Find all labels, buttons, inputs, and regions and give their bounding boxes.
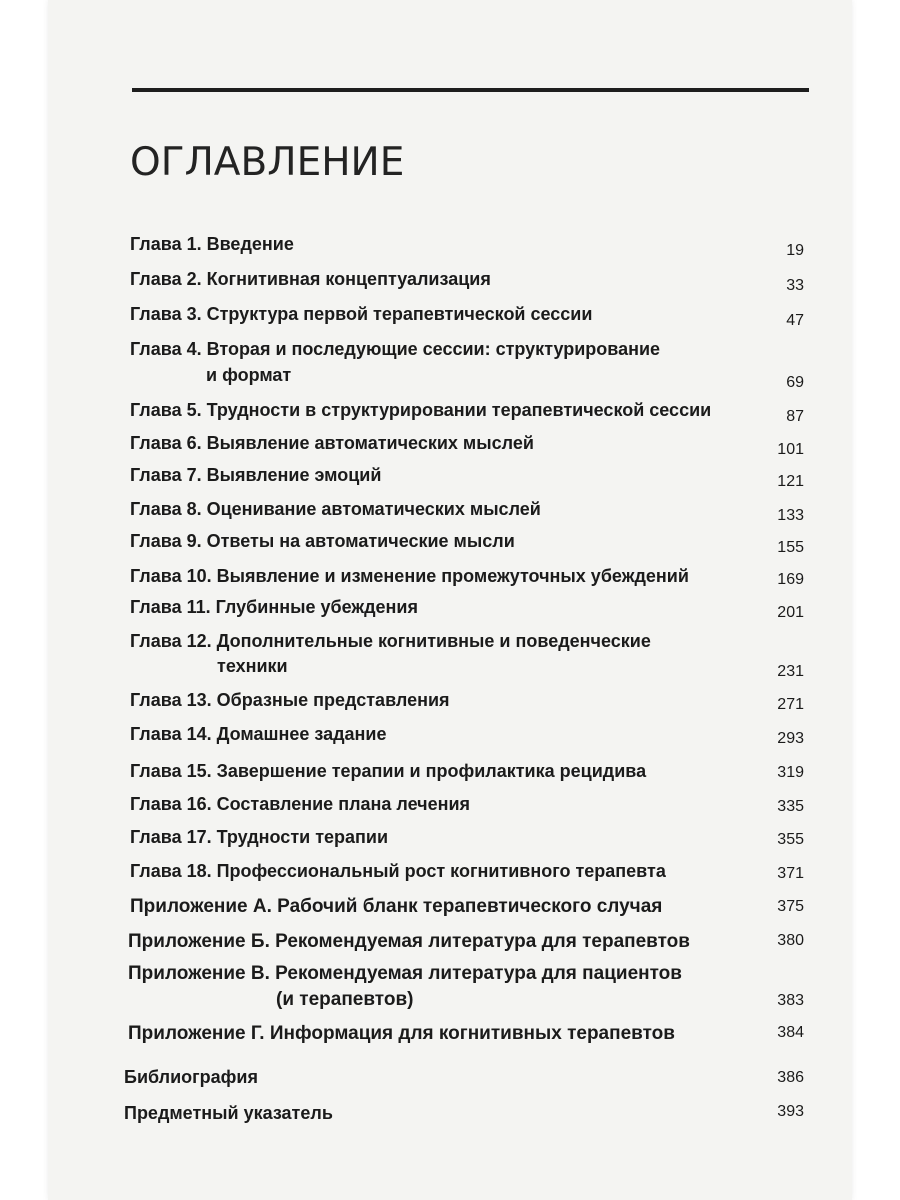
toc-entry-title: Глава 1. Введение [130, 234, 294, 254]
toc-entry-page: 386 [777, 1069, 804, 1086]
toc-entry-page: 201 [777, 604, 804, 621]
toc-entry-page: 335 [777, 798, 804, 815]
toc-entry-page: 383 [777, 992, 804, 1009]
toc-entry-title: Глава 12. Дополнительные когнитивные и поведенческие [130, 631, 651, 651]
toc-entry-title-continuation: техники [217, 656, 288, 676]
toc-entry-page: 133 [777, 507, 804, 524]
toc-entry-page: 380 [777, 932, 804, 949]
toc-entry-title: Глава 17. Трудности терапии [130, 827, 389, 847]
toc-entry-page: 121 [777, 473, 804, 490]
toc-entry-page: 375 [777, 898, 804, 915]
toc-entry-title: Глава 5. Трудности в структурировании терапевтической сессии [130, 400, 712, 420]
toc-entry-page: 271 [777, 696, 804, 713]
toc-entry-title: Глава 10. Выявление и изменение промежуточных убеждений [130, 566, 689, 586]
toc-entry-title: Глава 2. Когнитивная концептуализация [130, 269, 491, 289]
toc-entry-title-continuation: (и терапевтов) [276, 989, 414, 1010]
toc-entry-page: 371 [777, 865, 804, 882]
toc-entry-title: Приложение Б. Рекомендуемая литература для терапевтов [128, 931, 690, 952]
toc-entry-title: Приложение А. Рабочий бланк терапевтического случая [130, 896, 663, 917]
toc-entry-title: Приложение В. Рекомендуемая литература для пациентов [128, 963, 682, 984]
toc-entry-title: Глава 18. Профессиональный рост когнитивного терапевта [130, 861, 666, 881]
toc-entry-title: Глава 4. Вторая и последующие сессии: структурирование [130, 339, 661, 359]
page-title: ОГЛАВЛЕНИЕ [130, 140, 405, 185]
toc-entry-title: Глава 8. Оценивание автоматических мыслей [130, 499, 541, 519]
toc-entry-page: 293 [777, 730, 804, 747]
toc-entry-title: Предметный указатель [124, 1103, 333, 1123]
toc-entry-page: 33 [786, 277, 804, 294]
toc-entry-page: 231 [777, 663, 804, 680]
toc-entry-title: Глава 16. Составление плана лечения [130, 794, 471, 814]
toc-entry-page: 319 [777, 764, 804, 781]
toc-entry-title: Глава 9. Ответы на автоматические мысли [130, 531, 515, 551]
toc-entry-title: Глава 11. Глубинные убеждения [130, 597, 418, 617]
toc-entry-page: 47 [786, 312, 804, 329]
toc-entry-title: Глава 6. Выявление автоматических мыслей [130, 433, 534, 453]
toc-entry-title-continuation: и формат [206, 365, 292, 385]
toc-entry-page: 169 [777, 571, 804, 588]
toc-entry-page: 155 [777, 539, 804, 556]
toc-entry-title: Глава 15. Завершение терапии и профилактика рецидива [130, 761, 647, 781]
toc-entry-page: 101 [777, 441, 804, 458]
toc-entry-page: 69 [786, 374, 804, 391]
toc-entry-title: Библиография [124, 1067, 258, 1087]
toc-entry-title: Глава 14. Домашнее задание [130, 724, 387, 744]
toc-entry-page: 355 [777, 831, 804, 848]
toc-entry-page: 19 [786, 242, 804, 259]
toc-entry-page: 87 [786, 408, 804, 425]
toc-entry-page: 384 [777, 1024, 804, 1041]
toc-entry-title: Глава 3. Структура первой терапевтической сессии [130, 304, 593, 324]
toc-entry-title: Глава 13. Образные представления [130, 690, 450, 710]
toc-entry-page: 393 [777, 1103, 804, 1120]
toc-entry-title: Глава 7. Выявление эмоций [130, 465, 382, 485]
toc-entry-title: Приложение Г. Информация для когнитивных терапевтов [128, 1023, 675, 1044]
